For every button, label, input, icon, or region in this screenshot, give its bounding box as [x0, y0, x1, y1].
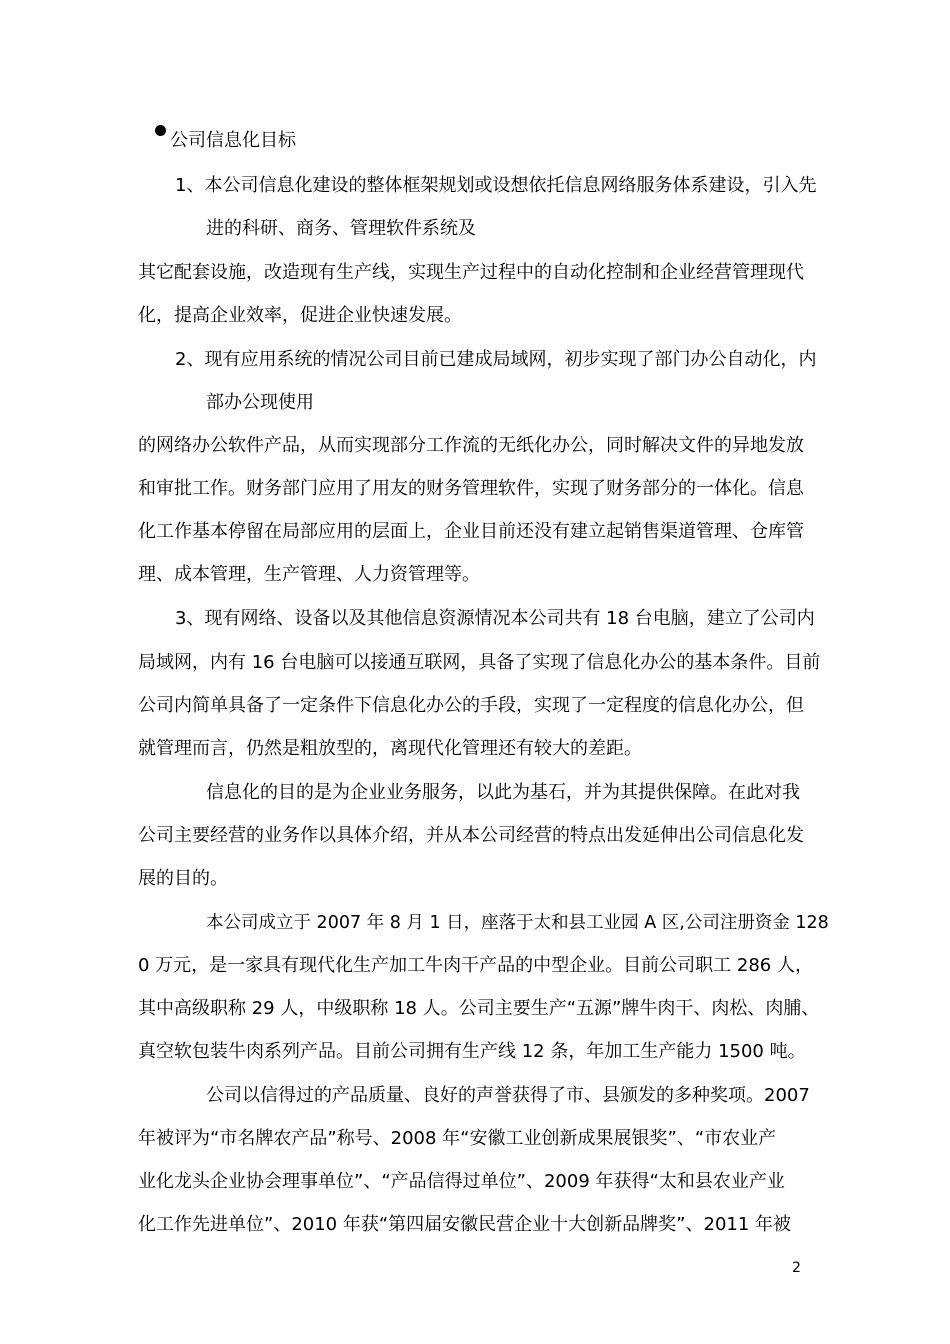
- text-line: 3、现有网络、设备以及其他信息资源情况本公司共有 18 台电脑，建立了公司内: [175, 608, 815, 629]
- text-line: 信息化的目的是为企业业务服务，以此为基石，并为其提供保障。在此对我: [206, 782, 800, 803]
- text-line: 部办公现使用: [206, 392, 314, 413]
- section-heading: 公司信息化目标: [170, 130, 296, 151]
- text-line: 化，提高企业效率，促进企业快速发展。: [138, 305, 462, 326]
- bullet-icon: [155, 125, 166, 136]
- text-line: 其它配套设施，改造现有生产线，实现生产过程中的自动化控制和企业经营管理现代: [138, 262, 804, 283]
- text-line: 展的目的。: [138, 868, 228, 889]
- text-line: 2、现有应用系统的情况公司目前已建成局域网，初步实现了部门办公自动化，内: [175, 349, 817, 370]
- text-line: 理、成本管理，生产管理、人力资管理等。: [138, 564, 480, 585]
- text-line: 的网络办公软件产品，从而实现部分工作流的无纸化办公，同时解决文件的异地发放: [138, 435, 804, 456]
- text-line: 业化龙头企业协会理事单位”、“产品信得过单位”、2009 年获得“太和县农业产业: [138, 1171, 785, 1192]
- text-line: 本公司成立于 2007 年 8 月 1 日，座落于太和县工业园 A 区,公司注册资金 128: [206, 913, 829, 933]
- text-line: 1、本公司信息化建设的整体框架规划或设想依托信息网络服务体系建设，引入先: [175, 175, 817, 196]
- text-line: 公司主要经营的业务作以具体介绍，并从本公司经营的特点出发延伸出公司信息化发: [138, 825, 804, 846]
- text-line: 和审批工作。财务部门应用了用友的财务管理软件，实现了财务部分的一体化。信息: [138, 478, 804, 499]
- text-line: 就管理而言，仍然是粗放型的，离现代化管理还有较大的差距。: [138, 738, 642, 759]
- text-line: 进的科研、商务、管理软件系统及: [206, 218, 476, 239]
- text-line: 公司内简单具备了一定条件下信息化办公的手段，实现了一定程度的信息化办公，但: [138, 695, 804, 716]
- text-line: 年被评为“市名牌农产品”称号、2008 年“安徽工业创新成果展银奖”、“市农业产: [138, 1128, 777, 1149]
- text-line: 公司以信得过的产品质量、良好的声誉获得了市、县颁发的多种奖项。2007: [206, 1085, 810, 1106]
- text-line: 0 万元，是一家具有现代化生产加工牛肉干产品的中型企业。目前公司职工 286 人，: [138, 955, 813, 976]
- page-number: 2: [792, 1260, 801, 1276]
- text-line: 真空软包装牛肉系列产品。目前公司拥有生产线 12 条，年加工生产能力 1500 吨。: [138, 1041, 806, 1062]
- text-line: 局域网，内有 16 台电脑可以接通互联网，具备了实现了信息化办公的基本条件。目前: [138, 652, 821, 673]
- text-line: 其中高级职称 29 人，中级职称 18 人。公司主要生产“五源”牌牛肉干、肉松、肉脯、: [138, 998, 820, 1019]
- text-line: 化工作基本停留在局部应用的层面上，企业目前还没有建立起销售渠道管理、仓库管: [138, 521, 804, 542]
- text-line: 化工作先进单位”、2010 年获“第四届安徽民营企业十大创新品牌奖”、2011 年被: [138, 1214, 792, 1235]
